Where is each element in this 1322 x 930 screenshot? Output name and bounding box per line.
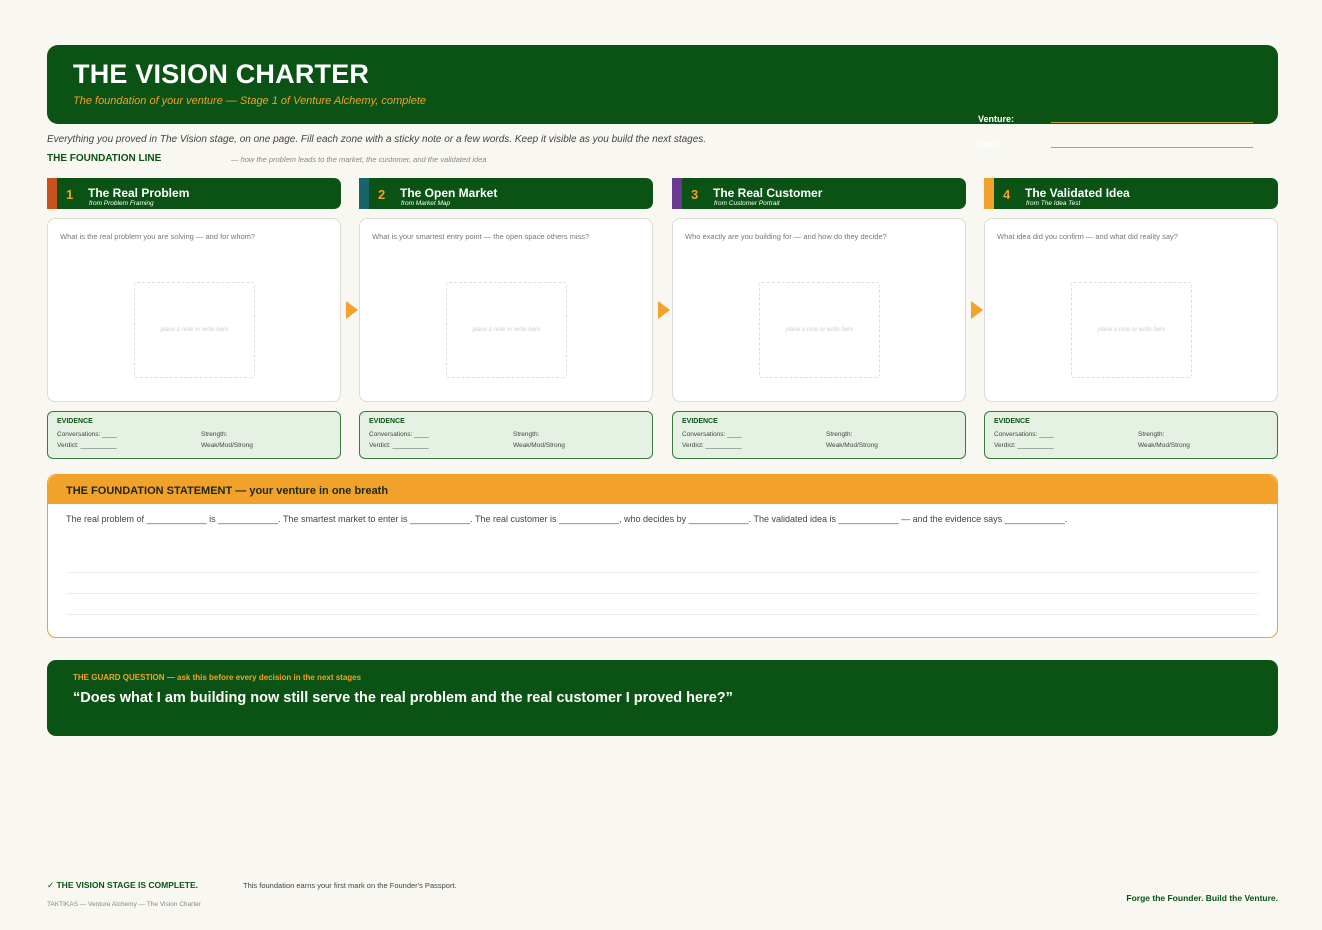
date-field[interactable] — [1051, 147, 1253, 148]
strength-field[interactable]: Strength: — [1138, 431, 1165, 438]
column-header — [672, 178, 966, 209]
venture-label: Venture: — [978, 114, 1015, 124]
note-zone[interactable] — [359, 218, 653, 402]
writing-line[interactable] — [66, 572, 1259, 573]
column-number: 4 — [1003, 187, 1011, 202]
page-subtitle: The foundation of your venture — Stage 1 of Venture Alchemy, complete — [73, 95, 427, 107]
note-placeholder[interactable]: place a note or write here — [1071, 282, 1192, 378]
note-placeholder[interactable]: place a note or write here — [134, 282, 255, 378]
intro-text: Everything you proved in The Vision stage, on one page. Fill each zone with a sticky note or a few words. Keep it visible as you build the next stages. — [47, 134, 707, 145]
stage-complete-note: ✓ THE VISION STAGE IS COMPLETE. — [47, 880, 199, 890]
foundation-statement — [47, 474, 1278, 638]
page-title: THE VISION CHARTER — [73, 59, 370, 89]
guard-label: THE GUARD QUESTION — ask this before every decision in the next stages — [73, 673, 362, 682]
zone-prompt: What is the real problem you are solving — and for whom? — [60, 232, 256, 241]
zone-prompt: What is your smartest entry point — the open space others miss? — [372, 232, 590, 241]
zone-prompt: Who exactly are you building for — and how do they decide? — [685, 232, 887, 241]
column-color-stripe — [672, 178, 682, 209]
venture-field[interactable] — [1051, 122, 1253, 123]
conversations-field[interactable]: Conversations: ____ — [994, 431, 1054, 438]
column-header — [359, 178, 653, 209]
foundation-line-title: THE FOUNDATION LINE — [47, 153, 162, 164]
column-color-stripe — [359, 178, 369, 209]
statement-text[interactable]: The real problem of ____________ is ____________. The smartest market to enter is ____________. The real customer is ____________, who decides by ____________. The validated idea is ____________ — and the evidence says ____________. — [66, 514, 1068, 524]
column-number: 3 — [691, 187, 699, 202]
writing-line[interactable] — [66, 593, 1259, 594]
column-source: from Problem Framing — [89, 200, 154, 207]
column-source: from Customer Portrait — [714, 200, 780, 207]
evidence-box — [672, 411, 966, 459]
evidence-title: EVIDENCE — [994, 418, 1030, 425]
date-label: Date: — [978, 139, 1001, 149]
evidence-box — [984, 411, 1278, 459]
strength-field[interactable]: Strength: — [513, 431, 540, 438]
evidence-title: EVIDENCE — [682, 418, 718, 425]
guard-question — [47, 660, 1278, 736]
column-title: The Real Problem — [88, 186, 190, 200]
verdict-field[interactable]: Verdict: __________ — [682, 442, 742, 449]
strength-field[interactable]: Strength: — [826, 431, 853, 438]
strength-scale: Weak/Mod/Strong — [1138, 442, 1190, 449]
flow-arrow-icon — [346, 301, 358, 319]
evidence-title: EVIDENCE — [369, 418, 405, 425]
guard-quote: “Does what I am building now still serve the real problem and the real customer I proved here?” — [73, 690, 733, 706]
passport-note: This foundation earns your first mark on the Founder's Passport. — [243, 881, 457, 890]
strength-field[interactable]: Strength: — [201, 431, 228, 438]
column-color-stripe — [984, 178, 994, 209]
evidence-box — [47, 411, 341, 459]
zone-prompt: What idea did you confirm — and what did reality say? — [997, 232, 1178, 241]
footer-tagline: Forge the Founder. Build the Venture. — [1126, 893, 1278, 903]
verdict-field[interactable]: Verdict: __________ — [57, 442, 117, 449]
statement-title: THE FOUNDATION STATEMENT — your venture in one breath — [66, 485, 389, 497]
column-header — [984, 178, 1278, 209]
verdict-field[interactable]: Verdict: __________ — [369, 442, 429, 449]
column-source: from Market Map — [401, 200, 451, 207]
conversations-field[interactable]: Conversations: ____ — [369, 431, 429, 438]
strength-scale: Weak/Mod/Strong — [513, 442, 565, 449]
strength-scale: Weak/Mod/Strong — [201, 442, 253, 449]
note-zone[interactable] — [47, 218, 341, 402]
column-title: The Real Customer — [713, 186, 823, 200]
column-number: 1 — [66, 187, 74, 202]
footer-credit: TAKTIKAS — Venture Alchemy — The Vision Charter — [47, 901, 201, 908]
verdict-field[interactable]: Verdict: __________ — [994, 442, 1054, 449]
flow-arrow-icon — [658, 301, 670, 319]
column-source: from The Idea Test — [1026, 200, 1081, 207]
foundation-line-note: — how the problem leads to the market, the customer, and the validated idea — [231, 155, 487, 164]
note-placeholder[interactable]: place a note or write here — [446, 282, 567, 378]
note-placeholder[interactable]: place a note or write here — [759, 282, 880, 378]
evidence-box — [359, 411, 653, 459]
column-color-stripe — [47, 178, 57, 209]
flow-arrow-icon — [971, 301, 983, 319]
evidence-title: EVIDENCE — [57, 418, 93, 425]
column-header — [47, 178, 341, 209]
writing-line[interactable] — [66, 614, 1259, 615]
column-number: 2 — [378, 187, 386, 202]
strength-scale: Weak/Mod/Strong — [826, 442, 878, 449]
note-zone[interactable] — [672, 218, 966, 402]
column-title: The Open Market — [400, 186, 498, 200]
conversations-field[interactable]: Conversations: ____ — [57, 431, 117, 438]
statement-header — [48, 475, 1277, 504]
conversations-field[interactable]: Conversations: ____ — [682, 431, 742, 438]
note-zone[interactable] — [984, 218, 1278, 402]
column-title: The Validated Idea — [1025, 186, 1130, 200]
